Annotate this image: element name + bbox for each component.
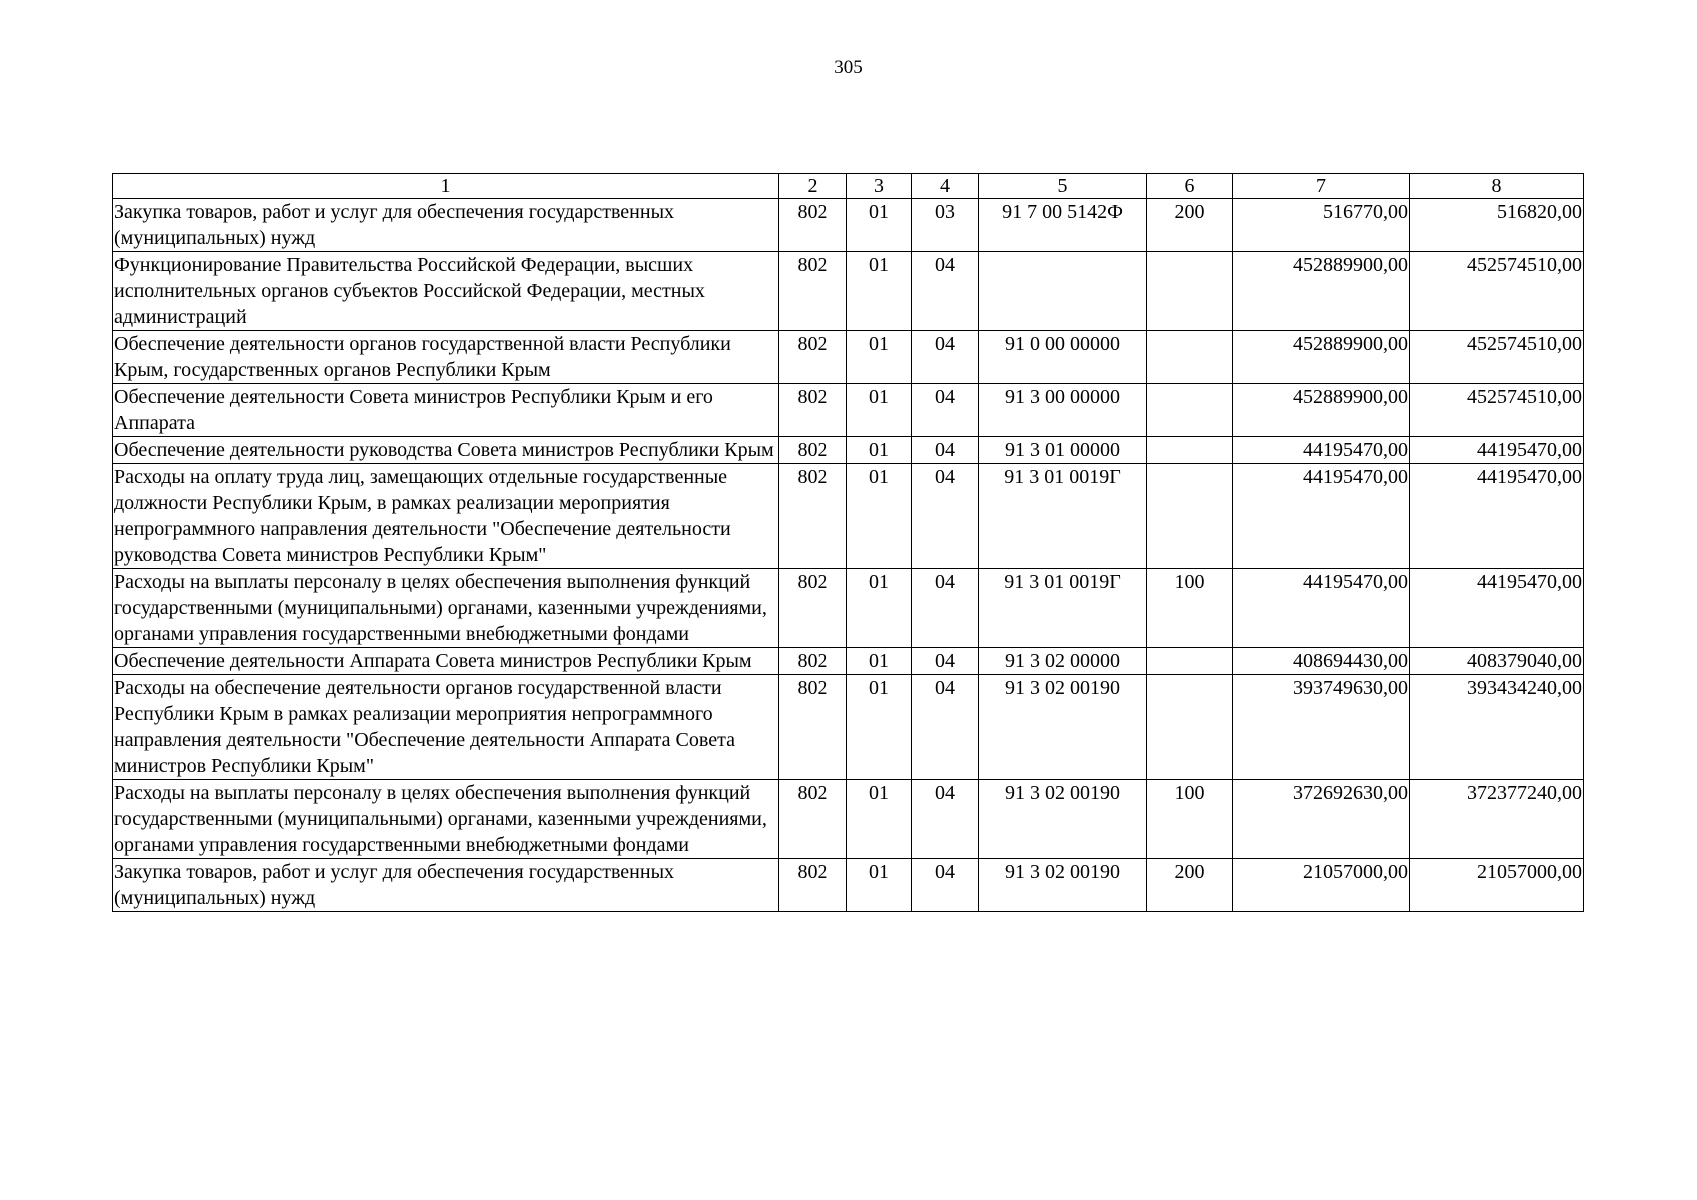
expense-type [1147, 252, 1233, 331]
col-header: 3 [847, 174, 912, 199]
subsection-code: 04 [912, 675, 979, 780]
amount-year-2: 393434240,00 [1410, 675, 1584, 780]
amount-year-1: 44195470,00 [1233, 464, 1410, 569]
table-row [113, 331, 1584, 384]
target-article: 91 3 02 00190 [979, 675, 1147, 780]
table-row [113, 384, 1584, 437]
subsection-code: 04 [912, 859, 979, 912]
section-code: 01 [847, 199, 912, 252]
gov-code: 802 [779, 252, 847, 331]
expense-name: Расходы на оплату труда лиц, замещающих отдельные государственные должности Республики Крым, в рамках реализации мероприятия непрограммного направления деятельности "Обеспечение деятельности руководства Совета министров Республики Крым" [113, 464, 779, 569]
expense-type [1147, 464, 1233, 569]
expense-type [1147, 437, 1233, 464]
table-row [113, 648, 1584, 675]
target-article: 91 3 02 00190 [979, 859, 1147, 912]
section-code: 01 [847, 252, 912, 331]
expense-name: Обеспечение деятельности Совета министров Республики Крым и его Аппарата [113, 384, 779, 437]
col-header: 6 [1147, 174, 1233, 199]
subsection-code: 04 [912, 569, 979, 648]
target-article: 91 3 02 00190 [979, 780, 1147, 859]
amount-year-2: 516820,00 [1410, 199, 1584, 252]
expense-type: 100 [1147, 780, 1233, 859]
expense-type: 100 [1147, 569, 1233, 648]
target-article: 91 3 00 00000 [979, 384, 1147, 437]
expense-type [1147, 648, 1233, 675]
expense-name: Функционирование Правительства Российской Федерации, высших исполнительных органов субъектов Российской Федерации, местных администраций [113, 252, 779, 331]
expense-name: Расходы на выплаты персоналу в целях обеспечения выполнения функций государственными (муниципальными) органами, казенными учреждениями, органами управления государственными внебюджетными фондами [113, 780, 779, 859]
amount-year-1: 44195470,00 [1233, 569, 1410, 648]
gov-code: 802 [779, 331, 847, 384]
expense-name: Расходы на обеспечение деятельности органов государственной власти Республики Крым в рамках реализации мероприятия непрограммного направления деятельности "Обеспечение деятельности Аппарата Совета министров Республики Крым" [113, 675, 779, 780]
gov-code: 802 [779, 199, 847, 252]
col-header: 8 [1410, 174, 1584, 199]
expense-name: Расходы на выплаты персоналу в целях обеспечения выполнения функций государственными (муниципальными) органами, казенными учреждениями, органами управления государственными внебюджетными фондами [113, 569, 779, 648]
expense-name: Обеспечение деятельности Аппарата Совета министров Республики Крым [113, 648, 779, 675]
amount-year-1: 44195470,00 [1233, 437, 1410, 464]
subsection-code: 04 [912, 780, 979, 859]
subsection-code: 04 [912, 384, 979, 437]
gov-code: 802 [779, 464, 847, 569]
expense-type: 200 [1147, 859, 1233, 912]
amount-year-2: 21057000,00 [1410, 859, 1584, 912]
table-row [113, 569, 1584, 648]
table-row [113, 675, 1584, 780]
amount-year-2: 452574510,00 [1410, 384, 1584, 437]
gov-code: 802 [779, 569, 847, 648]
target-article: 91 7 00 5142Ф [979, 199, 1147, 252]
table-row [113, 437, 1584, 464]
expense-type [1147, 331, 1233, 384]
table-row [113, 252, 1584, 331]
page-number: 305 [834, 57, 863, 78]
gov-code: 802 [779, 780, 847, 859]
amount-year-1: 452889900,00 [1233, 331, 1410, 384]
table-row [113, 780, 1584, 859]
expense-type: 200 [1147, 199, 1233, 252]
subsection-code: 03 [912, 199, 979, 252]
col-header: 5 [979, 174, 1147, 199]
subsection-code: 04 [912, 464, 979, 569]
target-article [979, 252, 1147, 331]
amount-year-1: 452889900,00 [1233, 384, 1410, 437]
amount-year-1: 408694430,00 [1233, 648, 1410, 675]
gov-code: 802 [779, 859, 847, 912]
section-code: 01 [847, 780, 912, 859]
amount-year-2: 44195470,00 [1410, 437, 1584, 464]
amount-year-2: 452574510,00 [1410, 252, 1584, 331]
section-code: 01 [847, 437, 912, 464]
target-article: 91 3 02 00000 [979, 648, 1147, 675]
subsection-code: 04 [912, 648, 979, 675]
section-code: 01 [847, 859, 912, 912]
target-article: 91 3 01 0019Г [979, 464, 1147, 569]
table-row [113, 199, 1584, 252]
expense-type [1147, 675, 1233, 780]
expense-type [1147, 384, 1233, 437]
col-header: 1 [113, 174, 779, 199]
amount-year-2: 372377240,00 [1410, 780, 1584, 859]
section-code: 01 [847, 464, 912, 569]
col-header: 4 [912, 174, 979, 199]
target-article: 91 0 00 00000 [979, 331, 1147, 384]
amount-year-2: 408379040,00 [1410, 648, 1584, 675]
amount-year-2: 44195470,00 [1410, 569, 1584, 648]
amount-year-1: 21057000,00 [1233, 859, 1410, 912]
gov-code: 802 [779, 675, 847, 780]
expense-name: Обеспечение деятельности руководства Совета министров Республики Крым [113, 437, 779, 464]
expense-name: Закупка товаров, работ и услуг для обеспечения государственных (муниципальных) нужд [113, 859, 779, 912]
table-row [113, 859, 1584, 912]
gov-code: 802 [779, 384, 847, 437]
table-row [113, 464, 1584, 569]
gov-code: 802 [779, 648, 847, 675]
section-code: 01 [847, 331, 912, 384]
col-header: 7 [1233, 174, 1410, 199]
amount-year-1: 516770,00 [1233, 199, 1410, 252]
col-header: 2 [779, 174, 847, 199]
amount-year-1: 452889900,00 [1233, 252, 1410, 331]
header-row [113, 174, 1584, 199]
expense-name: Обеспечение деятельности органов государственной власти Республики Крым, государственных органов Республики Крым [113, 331, 779, 384]
gov-code: 802 [779, 437, 847, 464]
section-code: 01 [847, 569, 912, 648]
subsection-code: 04 [912, 437, 979, 464]
budget-table [112, 173, 1584, 912]
amount-year-1: 393749630,00 [1233, 675, 1410, 780]
section-code: 01 [847, 675, 912, 780]
subsection-code: 04 [912, 252, 979, 331]
section-code: 01 [847, 384, 912, 437]
target-article: 91 3 01 00000 [979, 437, 1147, 464]
amount-year-2: 452574510,00 [1410, 331, 1584, 384]
expense-name: Закупка товаров, работ и услуг для обеспечения государственных (муниципальных) нужд [113, 199, 779, 252]
subsection-code: 04 [912, 331, 979, 384]
amount-year-1: 372692630,00 [1233, 780, 1410, 859]
amount-year-2: 44195470,00 [1410, 464, 1584, 569]
target-article: 91 3 01 0019Г [979, 569, 1147, 648]
section-code: 01 [847, 648, 912, 675]
